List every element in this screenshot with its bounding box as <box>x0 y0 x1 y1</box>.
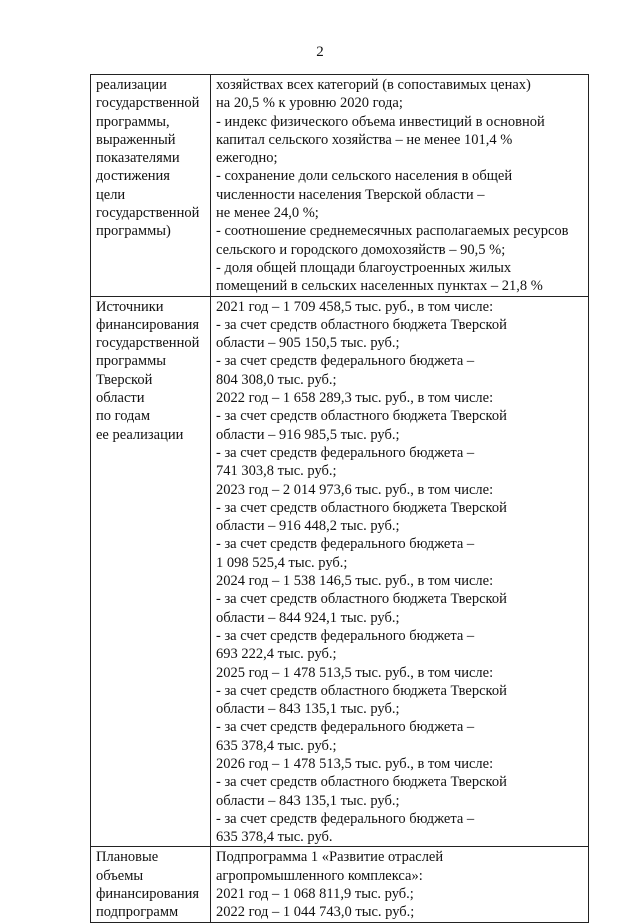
label-line: государственной <box>96 95 200 112</box>
row-content-cell <box>211 296 589 847</box>
label-line: Источники <box>96 298 164 315</box>
content-line: не менее 24,0 %; <box>216 205 319 222</box>
content-line: - за счет средств федерального бюджета – <box>216 536 475 553</box>
content-line: 693 222,4 тыс. руб.; <box>216 646 337 663</box>
row-label-cell <box>91 75 211 297</box>
label-line: подпрограмм <box>96 904 179 921</box>
content-line: капитал сельского хозяйства – не менее 101,4 % <box>216 131 513 148</box>
content-line: - сохранение доли сельского населения в общей <box>216 168 513 185</box>
content-line: области – 916 985,5 тыс. руб.; <box>216 426 400 443</box>
content-line: - индекс физического объема инвестиций в основной <box>216 113 545 130</box>
content-line: 635 378,4 тыс. руб. <box>216 829 333 846</box>
label-line: достижения <box>96 168 170 185</box>
label-line: области <box>96 390 145 407</box>
content-line: - за счет средств областного бюджета Тверской <box>216 408 507 425</box>
content-line: 2023 год – 2 014 973,6 тыс. руб., в том числе: <box>216 481 494 498</box>
label-line: финансирования <box>96 316 200 333</box>
content-line: Подпрограмма 1 «Развитие отраслей <box>216 849 444 866</box>
content-line: 635 378,4 тыс. руб.; <box>216 737 337 754</box>
label-line: выраженный <box>96 131 176 148</box>
label-line: государственной <box>96 205 200 222</box>
row-label-cell <box>91 296 211 847</box>
label-line: программы, <box>96 113 170 130</box>
content-line: 2022 год – 1 658 289,3 тыс. руб., в том числе: <box>216 390 494 407</box>
label-line: финансирования <box>96 886 200 903</box>
label-line: по годам <box>96 408 151 425</box>
table-row <box>91 296 589 847</box>
content-line: области – 844 924,1 тыс. руб.; <box>216 609 400 626</box>
content-line: - за счет средств федерального бюджета – <box>216 353 475 370</box>
label-line: объемы <box>96 867 144 884</box>
content-line: 2021 год – 1 709 458,5 тыс. руб., в том числе: <box>216 298 494 315</box>
content-line: 2022 год – 1 044 743,0 тыс. руб.; <box>216 904 415 921</box>
content-line: сельского и городского домохозяйств – 90,5 %; <box>216 241 506 258</box>
content-line: помещений в сельских населенных пунктах – 21,8 % <box>216 278 543 295</box>
label-line: Плановые <box>96 849 159 866</box>
content-line: области – 843 135,1 тыс. руб.; <box>216 701 400 718</box>
content-line: - за счет средств федерального бюджета – <box>216 810 475 827</box>
content-line: - доля общей площади благоустроенных жилых <box>216 259 512 276</box>
content-line: области – 905 150,5 тыс. руб.; <box>216 335 400 352</box>
page-number: 2 <box>316 44 324 60</box>
row-content-cell <box>211 847 589 922</box>
content-line: 2024 год – 1 538 146,5 тыс. руб., в том числе: <box>216 573 494 590</box>
label-line: цели <box>96 186 126 203</box>
program-passport-table <box>90 74 589 923</box>
table-row <box>91 847 589 922</box>
row-content-cell <box>211 75 589 297</box>
content-line: хозяйствах всех категорий (в сопоставимых ценах) <box>216 77 531 93</box>
label-line: реализации <box>96 77 167 93</box>
content-line: - за счет средств областного бюджета Тверской <box>216 682 507 699</box>
content-line: - соотношение среднемесячных располагаемых ресурсов <box>216 223 569 240</box>
label-line: показателями <box>96 150 180 167</box>
content-line: 2026 год – 1 478 513,5 тыс. руб., в том числе: <box>216 755 494 772</box>
content-line: 1 098 525,4 тыс. руб.; <box>216 554 348 571</box>
content-line: 741 303,8 тыс. руб.; <box>216 463 337 480</box>
content-line: области – 916 448,2 тыс. руб.; <box>216 518 400 535</box>
row-label-cell <box>91 847 211 922</box>
content-line: на 20,5 % к уровню 2020 года; <box>216 95 403 112</box>
content-line: агропромышленного комплекса»: <box>216 867 423 884</box>
table-row <box>91 75 589 297</box>
label-line: ее реализации <box>96 426 184 443</box>
content-line: - за счет средств федерального бюджета – <box>216 627 475 644</box>
content-line: 804 308,0 тыс. руб.; <box>216 371 337 388</box>
content-line: - за счет средств областного бюджета Тверской <box>216 499 507 516</box>
label-line: программы) <box>96 223 171 240</box>
label-line: государственной <box>96 335 200 352</box>
content-line: 2025 год – 1 478 513,5 тыс. руб., в том числе: <box>216 664 494 681</box>
content-line: - за счет средств федерального бюджета – <box>216 719 475 736</box>
label-line: программы <box>96 353 166 370</box>
content-line: - за счет средств областного бюджета Тверской <box>216 774 507 791</box>
content-line: численности населения Тверской области – <box>216 186 485 203</box>
content-line: ежегодно; <box>216 150 278 167</box>
content-line: 2021 год – 1 068 811,9 тыс. руб.; <box>216 886 414 903</box>
content-line: - за счет средств федерального бюджета – <box>216 444 475 461</box>
label-line: Тверской <box>96 371 153 388</box>
content-line: области – 843 135,1 тыс. руб.; <box>216 792 400 809</box>
content-line: - за счет средств областного бюджета Тверской <box>216 591 507 608</box>
content-line: - за счет средств областного бюджета Тверской <box>216 316 507 333</box>
